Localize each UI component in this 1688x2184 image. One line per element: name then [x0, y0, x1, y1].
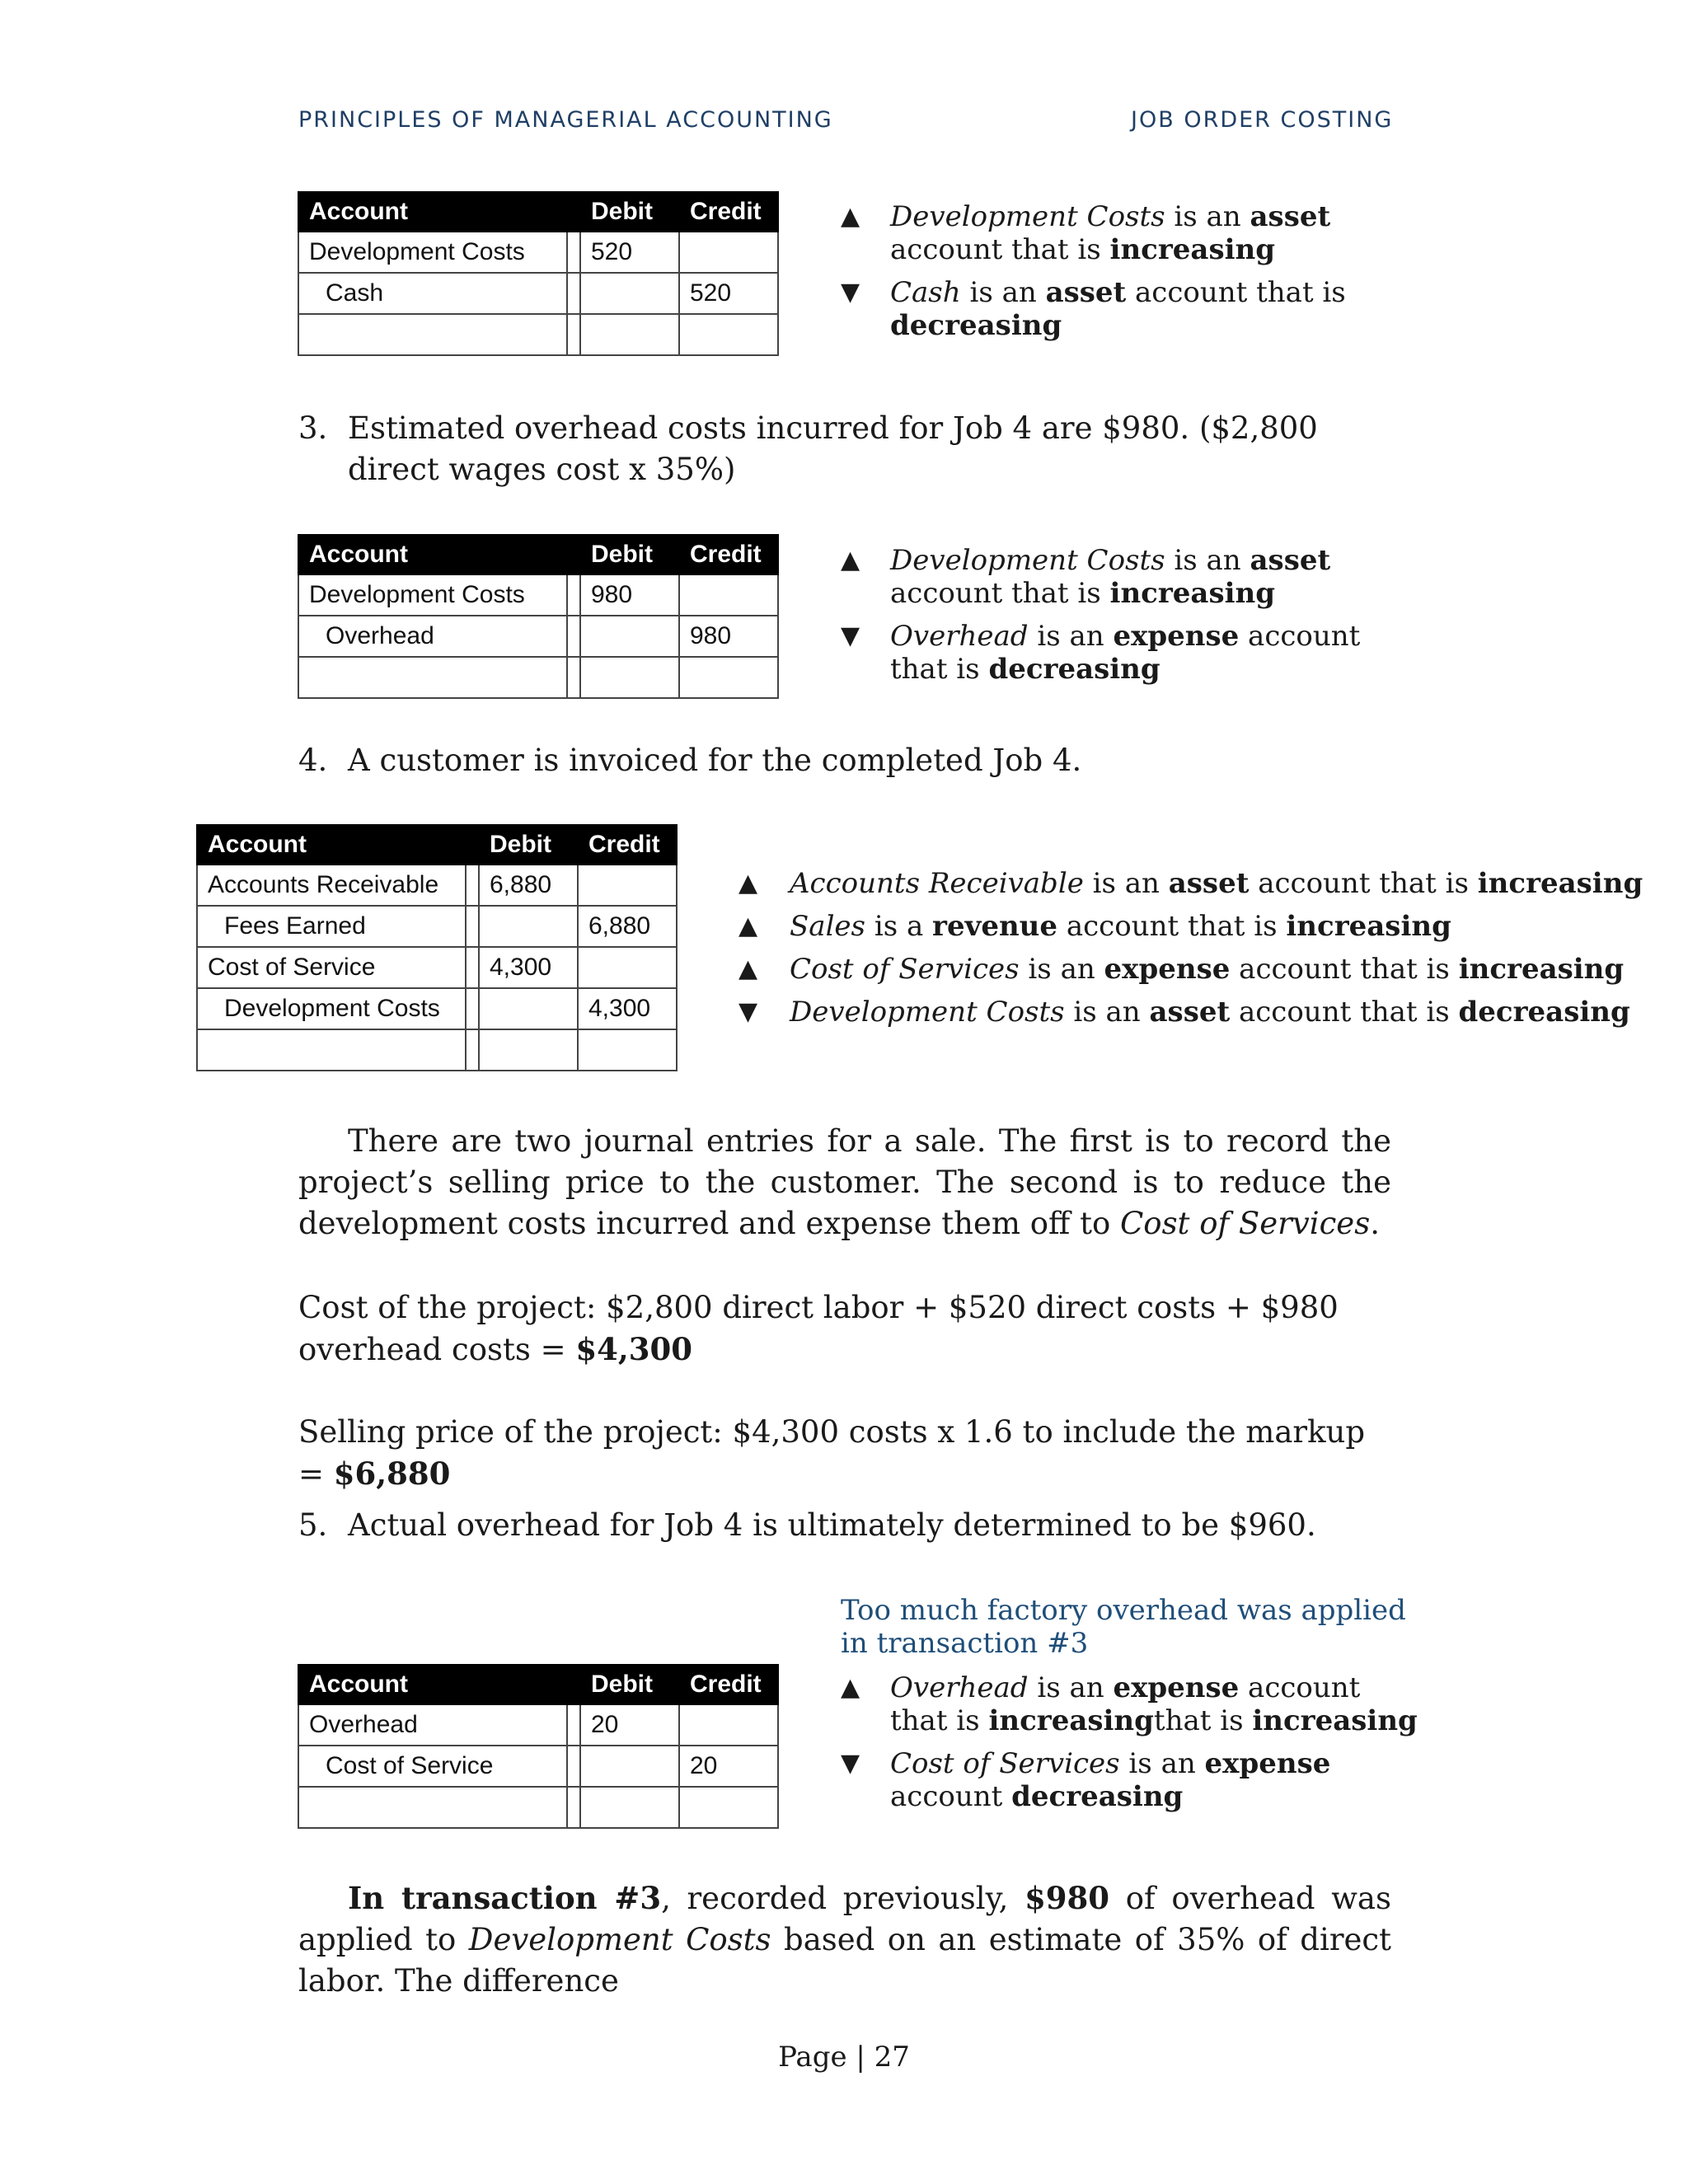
- up-arrow-icon: ▲: [738, 869, 758, 898]
- entry-5-notes: [841, 1594, 1418, 1813]
- page-number: Page | 27: [778, 2041, 910, 2074]
- note: ▲ Sales is a revenue account that is increasing: [738, 910, 1451, 943]
- note: ▼ Cost of Services is an expense account decreasing: [841, 1747, 1331, 1813]
- note: ▲ Cost of Services is an expense account that is increasing: [738, 953, 1625, 986]
- paragraph-price: Selling price of the project: $4,300 costs x 1.6 to include the markup = $6,880: [298, 1414, 1366, 1492]
- table-row-empty: [298, 657, 778, 698]
- down-arrow-icon: ▼: [841, 1749, 860, 1778]
- down-arrow-icon: ▼: [841, 621, 860, 650]
- table-row: Accounts Receivable 6,880: [197, 865, 677, 906]
- table-row: Fees Earned 6,880: [197, 906, 677, 947]
- col-debit: Debit: [580, 192, 679, 232]
- journal-entry-3-table: Account Debit Credit Development Costs 980 Overhead 980: [298, 534, 779, 699]
- note: ▲ Development Costs is an asset account that is increasing: [841, 200, 1331, 266]
- up-arrow-icon: ▲: [841, 546, 860, 574]
- running-header-chapter: JOB ORDER COSTING: [1131, 107, 1394, 133]
- col-credit: Credit: [679, 192, 778, 232]
- col-account: Account: [298, 192, 567, 232]
- paragraph-sale: There are two journal entries for a sale. The first is to record the project’s selling price to the customer. The second is to reduce the development costs incurred and expense them off to Cost of Services.: [298, 1123, 1391, 1241]
- note: ▼ Development Costs is an asset account that is decreasing: [738, 996, 1630, 1029]
- note: ▲ Development Costs is an asset account that is increasing: [841, 544, 1331, 610]
- table-row: Development Costs 520: [298, 232, 778, 273]
- list-item-3: 3. Estimated overhead costs incurred for Job 4 are $980. ($2,800 direct wages cost x 35%): [298, 410, 1318, 487]
- entry-3-notes: [841, 544, 1418, 686]
- list-item-4: 4. A customer is invoiced for the completed Job 4.: [298, 743, 1082, 778]
- table-row-empty: [298, 1787, 778, 1828]
- table-row-empty: [197, 1029, 677, 1071]
- table-row: Overhead 20: [298, 1704, 778, 1746]
- table-row-empty: [298, 314, 778, 355]
- table-row: Development Costs 980: [298, 574, 778, 616]
- up-arrow-icon: ▲: [738, 954, 758, 983]
- note-title: Too much factory overhead was applied in transaction #3: [841, 1594, 1406, 1660]
- entry-2-notes: [841, 200, 1418, 342]
- entry-4-notes: [738, 867, 1643, 1029]
- paragraph-cost: Cost of the project: $2,800 direct labor + $520 direct costs + $980 overhead costs = $4,300: [298, 1290, 1339, 1367]
- up-arrow-icon: ▲: [841, 202, 860, 231]
- running-header-title: PRINCIPLES OF MANAGERIAL ACCOUNTING: [298, 107, 833, 133]
- paragraph-transaction-3: In transaction #3, recorded previously, $980 of overhead was applied to Development Costs based on an estimate of 35% of direct labor. The difference: [298, 1880, 1392, 1999]
- note: ▼ Cash is an asset account that is decreasing: [841, 276, 1346, 342]
- list-item-5: 5. Actual overhead for Job 4 is ultimately determined to be $960.: [298, 1507, 1316, 1543]
- table-row: Cash 520: [298, 273, 778, 314]
- journal-entry-4-table: Account Debit Credit Accounts Receivable 6,880 Fees Earned 6,880 Cost of Service 4,300 Development Costs 4,300: [196, 824, 678, 1071]
- note: ▲ Overhead is an expense account that is increasingthat is increasing: [841, 1671, 1418, 1737]
- journal-entry-2-table: [298, 191, 779, 356]
- up-arrow-icon: ▲: [738, 912, 758, 940]
- journal-entry-5-table: Account Debit Credit Overhead 20 Cost of Service 20: [298, 1664, 779, 1829]
- up-arrow-icon: ▲: [841, 1673, 860, 1702]
- down-arrow-icon: ▼: [738, 997, 758, 1026]
- down-arrow-icon: ▼: [841, 278, 860, 307]
- note: ▼ Overhead is an expense account that is decreasing: [841, 620, 1361, 686]
- table-row: Cost of Service 20: [298, 1746, 778, 1787]
- table-row: Development Costs 4,300: [197, 988, 677, 1029]
- note: ▲ Accounts Receivable is an asset account that is increasing: [738, 867, 1643, 900]
- table-row: Cost of Service 4,300: [197, 947, 677, 988]
- table-row: Overhead 980: [298, 616, 778, 657]
